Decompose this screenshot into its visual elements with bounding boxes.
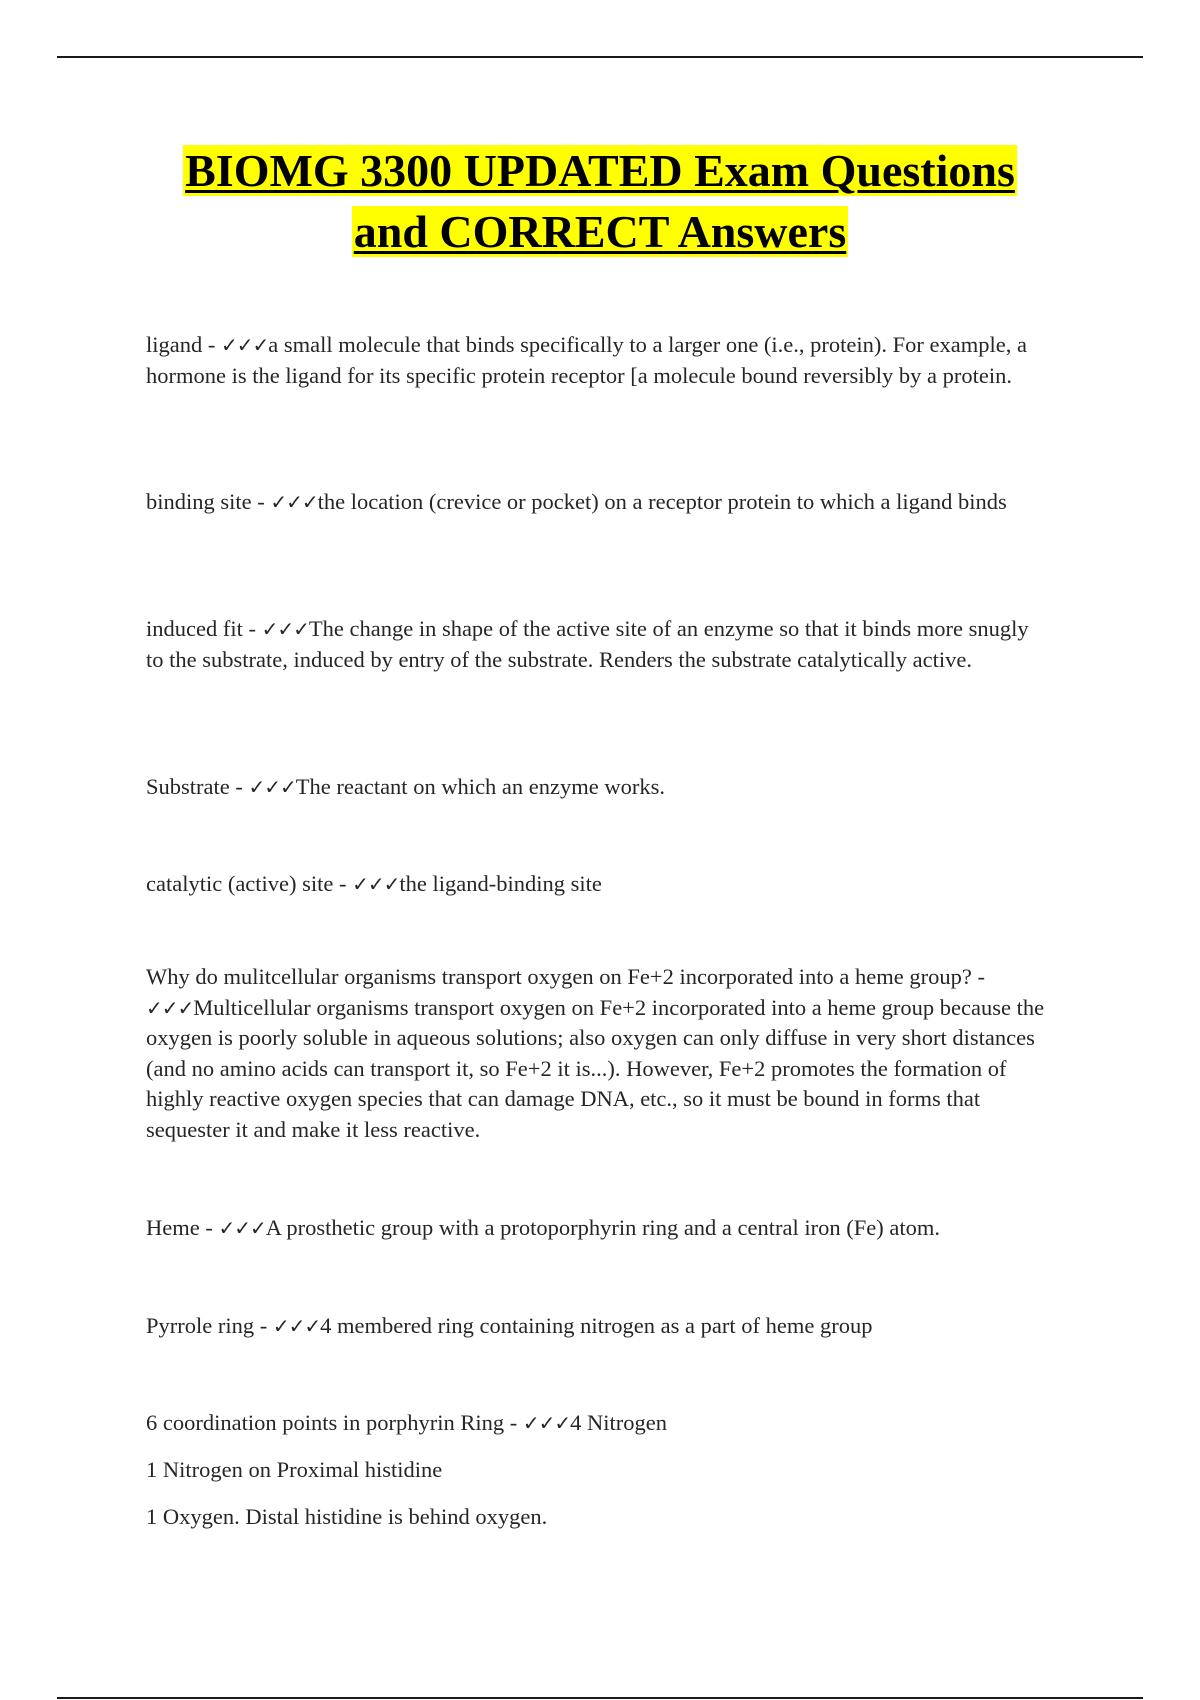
entry-ligand — [146, 330, 1051, 391]
entry-induced-fit — [146, 614, 1051, 675]
entry-pyrrole-ring — [146, 1311, 1051, 1342]
answer: The reactant on which an enzyme works. — [295, 774, 665, 799]
answer: Multicellular organisms transport oxygen on Fe+2 incorporated into a heme group because the oxygen is poorly soluble in aqueous solutions; also oxygen can only diffuse in very short distances (and no amino acids can transport it, so Fe+2 it is...). However, Fe+2 promotes the formation of highly reactive oxygen species that can damage DNA, etc., so it must be bound in forms that sequester it and make it less reactive. — [146, 994, 1045, 1142]
term: binding site - — [146, 489, 271, 514]
extra-line-text: 1 Nitrogen on Proximal histidine — [146, 1457, 443, 1482]
top-rule — [57, 56, 1143, 58]
checkmark-icon: ✓✓✓ — [270, 490, 318, 514]
term: ligand - — [146, 332, 221, 357]
extra-line-2 — [146, 1502, 1051, 1533]
checkmark-icon: ✓✓✓ — [218, 1216, 266, 1240]
term: catalytic (active) site - — [146, 871, 353, 896]
entry-substrate — [146, 772, 1051, 803]
title-line-1: BIOMG 3300 UPDATED Exam Questions — [185, 145, 1015, 196]
checkmark-icon: ✓✓✓ — [146, 995, 194, 1020]
checkmark-icon: ✓✓✓ — [272, 1314, 321, 1338]
term: induced fit - — [146, 616, 262, 641]
answer: the ligand-binding site — [399, 871, 602, 896]
answer: 4 membered ring containing nitrogen as a part of heme group — [320, 1313, 873, 1338]
title-line-2: and CORRECT Answers — [353, 206, 847, 257]
entry-coordination-points — [146, 1408, 1051, 1439]
checkmark-icon: ✓✓✓ — [220, 333, 269, 357]
answer: the location (crevice or pocket) on a receptor protein to which a ligand binds — [317, 489, 1007, 514]
answer: 4 Nitrogen — [570, 1410, 667, 1435]
term: Substrate - — [146, 774, 249, 799]
term: Why do mulitcellular organisms transport oxygen on Fe+2 incorporated into a heme group? - — [146, 964, 985, 989]
term: Heme - — [146, 1215, 219, 1240]
answer: The change in shape of the active site of an enzyme so that it binds more snugly to the substrate, induced by entry of the substrate. Renders the substrate catalytically active. — [146, 616, 1029, 672]
entry-heme-transport — [146, 962, 1051, 1145]
checkmark-icon: ✓✓✓ — [248, 775, 296, 799]
bottom-rule — [57, 1697, 1143, 1699]
checkmark-icon: ✓✓✓ — [522, 1411, 571, 1435]
entry-heme — [146, 1213, 1051, 1244]
page-title — [0, 140, 1200, 262]
term: Pyrrole ring - — [146, 1313, 273, 1338]
extra-line-text: 1 Oxygen. Distal histidine is behind oxygen. — [146, 1504, 548, 1529]
answer: a small molecule that binds specifically to a larger one (i.e., protein). For example, a hormone is the ligand for its specific protein receptor [a molecule bound reversibly by a protein. — [146, 332, 1027, 388]
checkmark-icon: ✓✓✓ — [352, 872, 400, 896]
entry-catalytic-site — [146, 869, 1051, 900]
checkmark-icon: ✓✓✓ — [261, 617, 309, 641]
term: 6 coordination points in porphyrin Ring - — [146, 1410, 523, 1435]
entry-binding-site — [146, 487, 1051, 518]
answer: A prosthetic group with a protoporphyrin ring and a central iron (Fe) atom. — [265, 1215, 940, 1240]
extra-line-1 — [146, 1455, 1051, 1486]
